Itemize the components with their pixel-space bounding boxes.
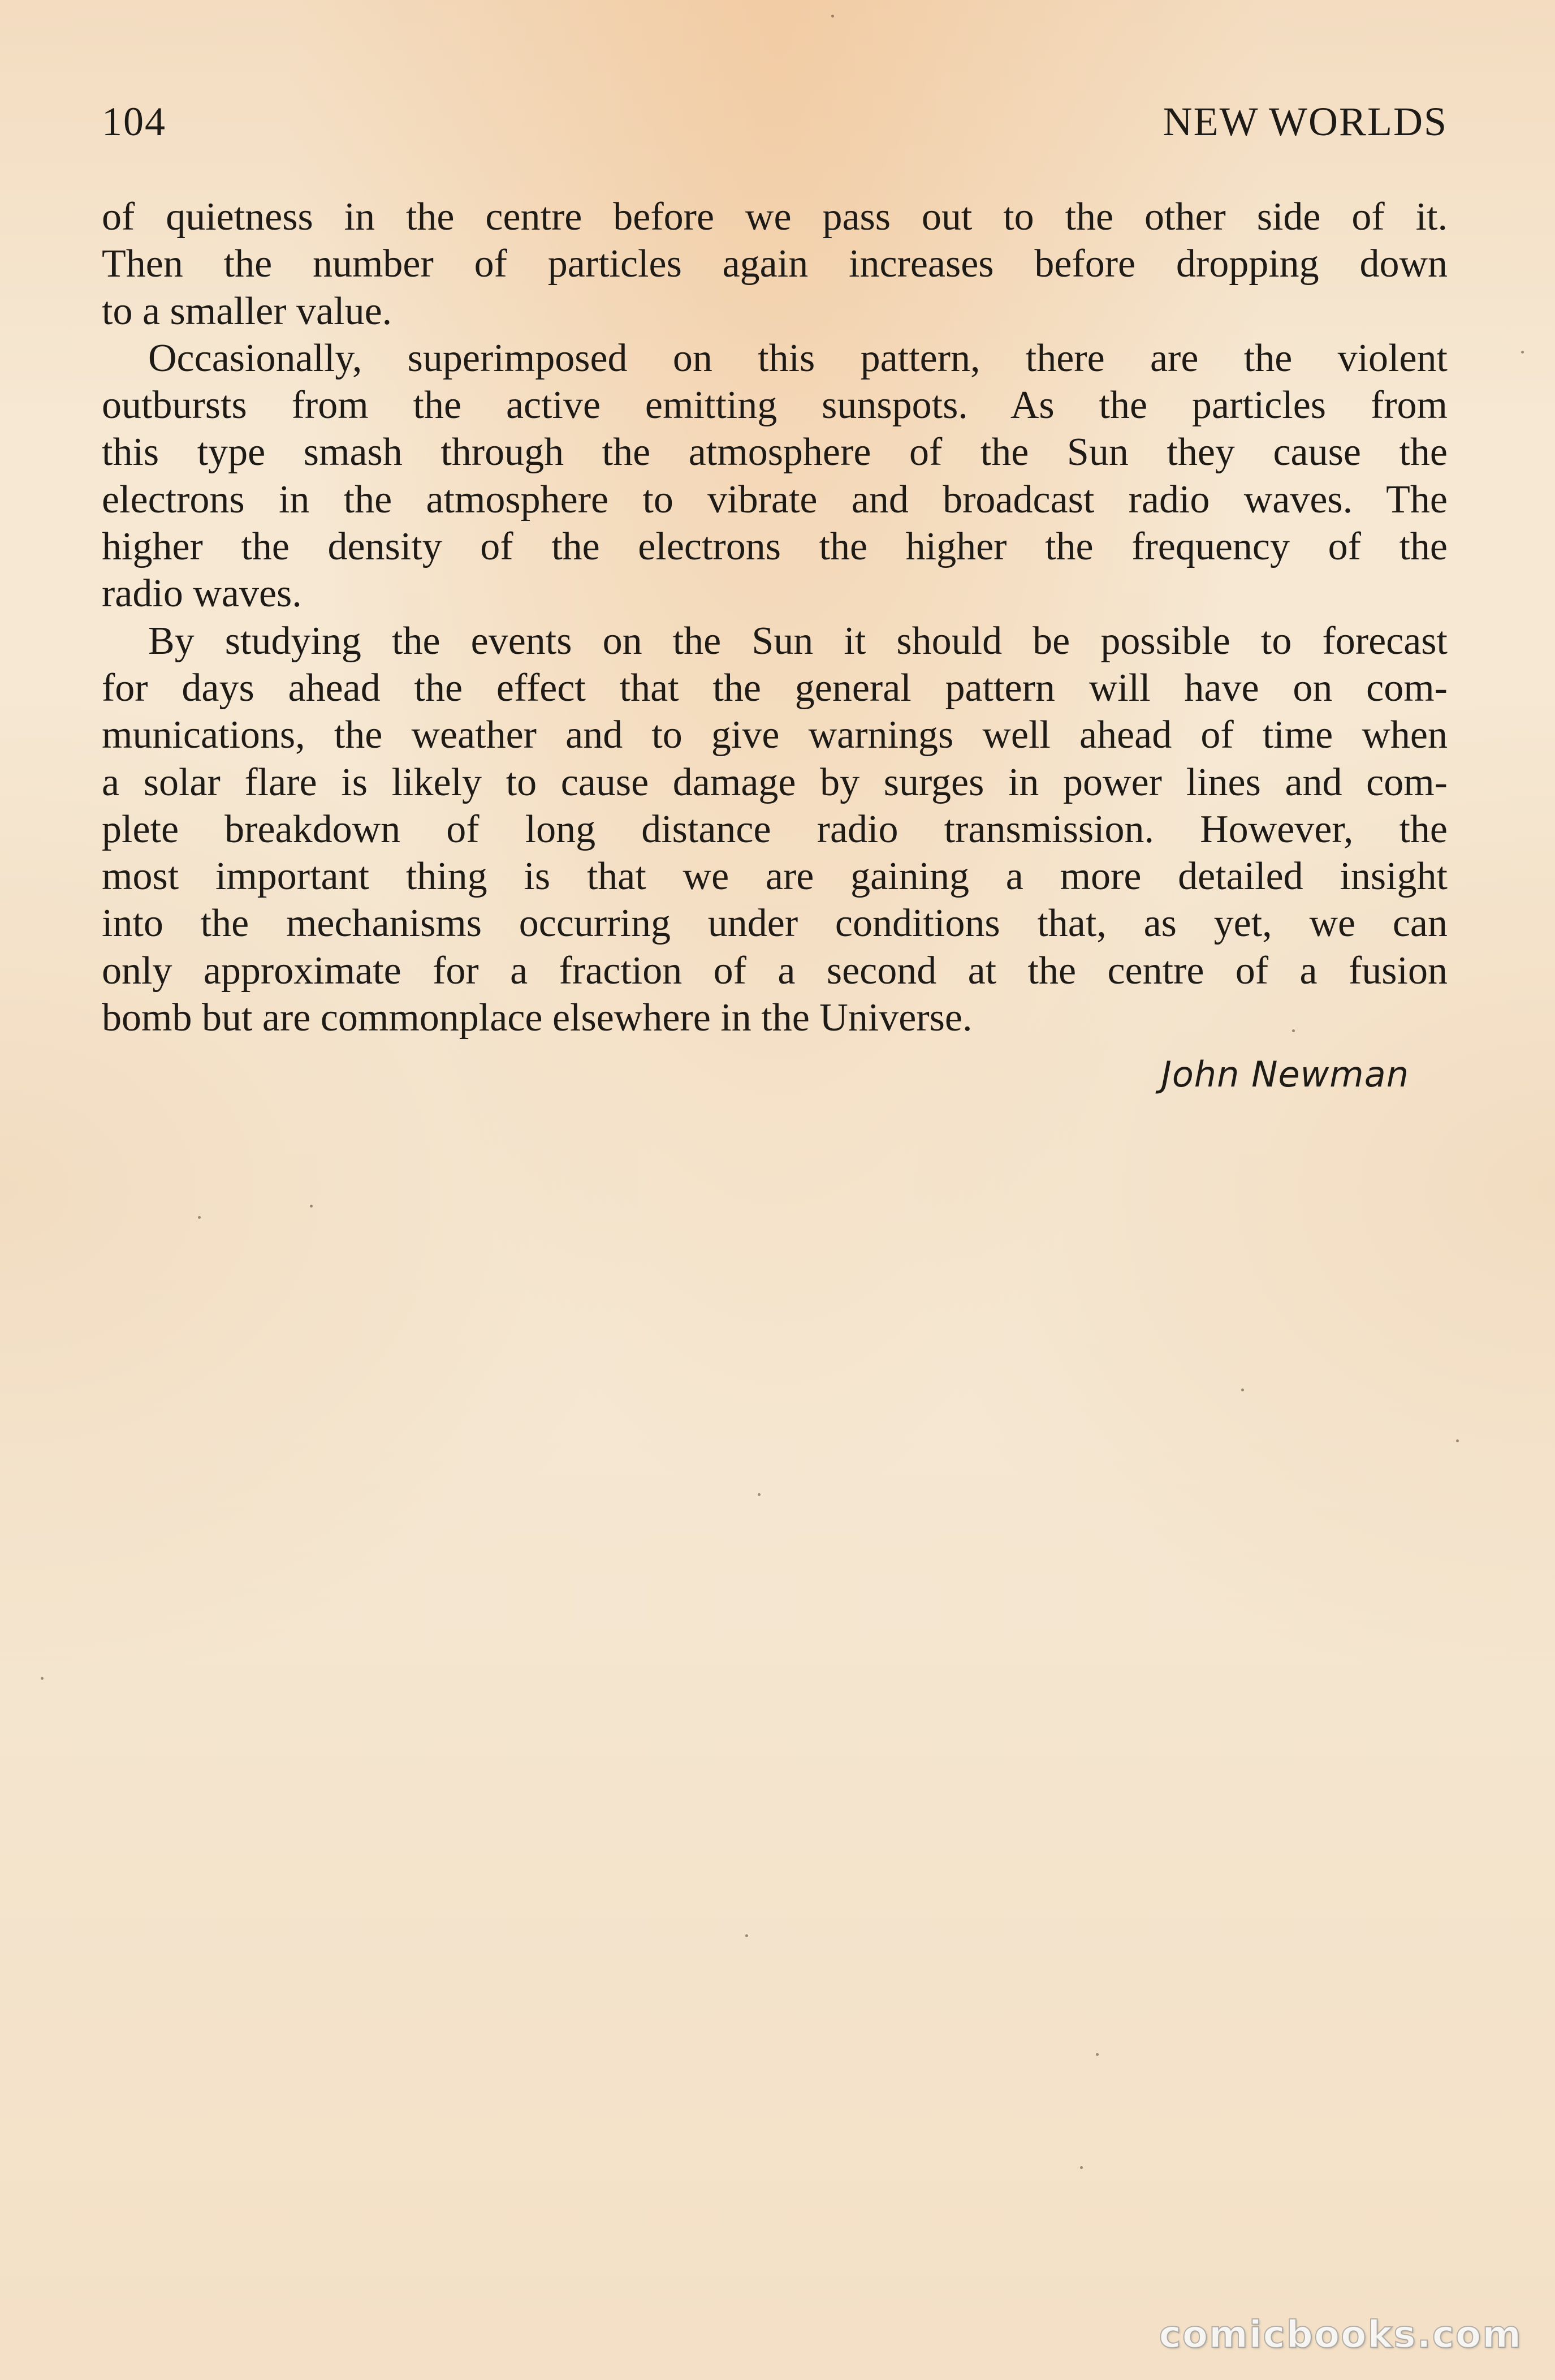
text-line: radio waves.	[102, 572, 302, 616]
paper-speck	[1456, 1439, 1459, 1442]
paper-speck	[745, 1934, 748, 1937]
author-signature: John Newman	[1161, 1054, 1409, 1095]
paper-speck	[831, 15, 834, 18]
text-line: electrons in the atmosphere to vibrate and broadcast radio waves. The	[102, 477, 1448, 521]
paper-speck	[1521, 351, 1524, 353]
text-line: By studying the events on the Sun it should be possible to forecast	[148, 619, 1448, 663]
text-line: munications, the weather and to give warnings well ahead of time when	[102, 713, 1448, 757]
paper-speck	[41, 1677, 44, 1680]
paper-speck	[310, 1205, 313, 1208]
text-line: only approximate for a fraction of a second at the centre of a fusion	[102, 948, 1448, 993]
paper-speck	[198, 1216, 201, 1219]
paper-speck	[1096, 2053, 1099, 2056]
watermark: comicbooks.com	[1159, 2313, 1522, 2356]
page-number: 104	[102, 99, 166, 144]
text-line: most important thing is that we are gaining a more detailed insight	[102, 855, 1448, 899]
text-line: into the mechanisms occurring under conditions that, as yet, we can	[102, 902, 1448, 946]
paper-speck	[1241, 1389, 1244, 1391]
text-line: higher the density of the electrons the higher the frequency of the	[102, 525, 1448, 569]
text-line: this type smash through the atmosphere of the Sun they cause the	[102, 430, 1448, 475]
text-line: for days ahead the effect that the general pattern will have on com-	[102, 666, 1448, 710]
text-line: plete breakdown of long distance radio transmission. However, the	[102, 807, 1448, 851]
paragraph-3	[102, 618, 1448, 1042]
article-body	[102, 193, 1448, 1041]
paper-speck	[758, 1493, 761, 1496]
paragraph-1	[102, 193, 1448, 335]
text-line: to a smaller value.	[102, 289, 392, 333]
running-head	[102, 96, 1448, 147]
text-line: a solar flare is likely to cause damage by surges in power lines and com-	[102, 760, 1448, 804]
paper-speck	[1080, 2166, 1083, 2169]
text-line: outbursts from the active emitting sunspots. As the particles from	[102, 383, 1448, 428]
text-line: of quietness in the centre before we pass out to the other side of it.	[102, 195, 1448, 239]
paper-speck	[1292, 1029, 1295, 1032]
text-line: bomb but are commonplace elsewhere in the Universe.	[102, 996, 973, 1040]
text-line: Then the number of particles again increases before dropping down	[102, 242, 1448, 286]
text-line: Occasionally, superimposed on this pattern, there are the violent	[148, 336, 1448, 380]
journal-title: NEW WORLDS	[1163, 99, 1448, 144]
paragraph-2	[102, 335, 1448, 618]
